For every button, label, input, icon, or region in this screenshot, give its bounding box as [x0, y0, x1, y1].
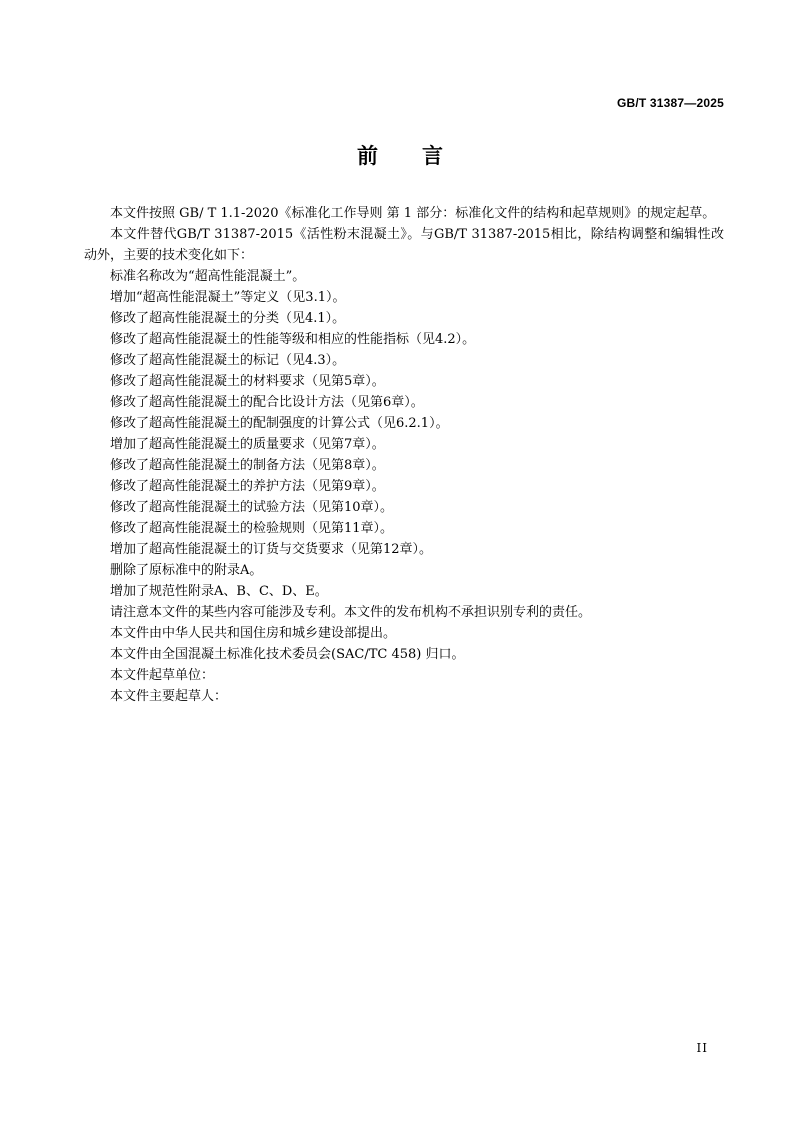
change-item: 修改了超高性能混凝土的养护方法（见第9章）。	[110, 479, 385, 494]
paragraph-patent-notice: 请注意本文件的某些内容可能涉及专利。本文件的发布机构不承担识别专利的责任。	[110, 605, 592, 620]
change-item: 修改了超高性能混凝土的制备方法（见第8章）。	[110, 458, 385, 473]
change-item: 修改了超高性能混凝土的分类（见4.1）。	[110, 311, 346, 326]
change-item: 删除了原标准中的附录A。	[110, 563, 263, 578]
paragraph-drafters: 本文件主要起草人：	[110, 689, 228, 704]
change-item: 修改了超高性能混凝土的配制强度的计算公式（见6.2.1）。	[110, 416, 449, 431]
foreword-body	[84, 203, 724, 707]
standard-code: GB/T 31387—2025	[616, 96, 724, 110]
change-item: 修改了超高性能混凝土的材料要求（见第5章）。	[110, 374, 385, 389]
page-number: II	[696, 1041, 708, 1055]
change-item: 标准名称改为“超高性能混凝土”。	[110, 269, 306, 284]
title-char-left: 前	[357, 144, 378, 168]
change-item: 修改了超高性能混凝土的性能等级和相应的性能指标（见4.2）。	[110, 332, 476, 347]
change-item: 增加“超高性能混凝土”等定义（见3.1）。	[110, 290, 346, 305]
page-title	[0, 140, 800, 170]
change-item: 增加了超高性能混凝土的订货与交货要求（见第12章）。	[110, 542, 433, 557]
paragraph-drafting-units: 本文件起草单位：	[110, 668, 215, 683]
paragraph-committee: 本文件由全国混凝土标准化技术委员会(SAC/TC 458) 归口。	[110, 647, 465, 662]
paragraph-drafting-rules: 本文件按照 GB/ T 1.1-2020《标准化工作导则 第 1 部分：标准化文件的结构和起草规则》的规定起草。	[110, 206, 716, 221]
change-item: 修改了超高性能混凝土的标记（见4.3）。	[110, 353, 346, 368]
paragraph-replacement: 本文件替代GB/T 31387-2015《活性粉末混凝土》。与GB/T 31387-2015相比，除结构调整和编辑性改动外，主要的技术变化如下：	[84, 227, 724, 263]
change-item: 增加了超高性能混凝土的质量要求（见第7章）。	[110, 437, 385, 452]
change-item: 修改了超高性能混凝土的检验规则（见第11章）。	[110, 521, 394, 536]
change-item: 修改了超高性能混凝土的试验方法（见第10章）。	[110, 500, 394, 515]
title-char-right: 言	[422, 144, 443, 168]
change-item: 增加了规范性附录A、B、C、D、E。	[110, 584, 328, 599]
paragraph-proposer: 本文件由中华人民共和国住房和城乡建设部提出。	[110, 626, 397, 641]
change-item: 修改了超高性能混凝土的配合比设计方法（见第6章）。	[110, 395, 424, 410]
